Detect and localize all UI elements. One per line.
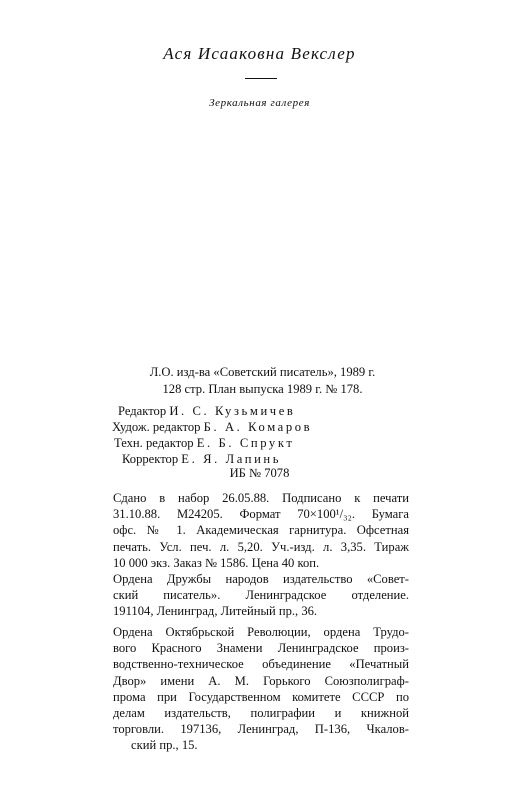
- print-line: 31.10.88. М24205. Формат 70×100¹/₃₂. Бумага: [113, 507, 409, 522]
- printer-address-line: прома при Государственном комитете СССР по: [113, 689, 409, 704]
- printer-address-line: Двор» имени А. М. Горького Союзполиграф-: [113, 673, 409, 688]
- book-title: Зеркальная галерея: [209, 97, 310, 109]
- ib-number: ИБ № 7078: [229, 466, 290, 480]
- publisher-address-line: 191104, Ленинград, Литейный пр., 36.: [113, 604, 318, 619]
- author-name: Ася Исааковна Векслер: [163, 44, 356, 63]
- publisher-imprint: [110, 364, 415, 398]
- printer-address-line: вого Красного Знамени Ленинградское произ-: [113, 641, 409, 656]
- printer-address-line: делам издательств, полиграфии и книжной: [113, 706, 409, 721]
- title-divider: [245, 78, 277, 79]
- publisher-line-1: Л.О. изд-ва «Советский писатель», 1989 г.: [149, 365, 376, 379]
- printer-address-line: Ордена Октябрьской Революции, ордена Трудо-: [113, 625, 409, 639]
- print-line: 10 000 экз. Заказ № 1586. Цена 40 коп.: [113, 555, 320, 570]
- credit-proofreader: Корректор Е. Я. Лапинь: [122, 452, 282, 466]
- print-details: [113, 490, 409, 571]
- printer-address-line: водственно-техническое объединение «Печатный: [113, 657, 409, 672]
- publisher-line-2: 128 стр. План выпуска 1989 г. № 178.: [162, 382, 363, 396]
- print-line: Сдано в набор 26.05.88. Подписано к печати: [113, 491, 409, 505]
- print-line: офс. № 1. Академическая гарнитура. Офсетная: [113, 523, 409, 538]
- printer-address-line: торговли. 197136, Ленинград, П-136, Чкалов-: [113, 722, 409, 737]
- credit-art-editor: Худож. редактор Б. А. Комаров: [112, 420, 313, 434]
- credit-editor: Редактор И. С. Кузьмичев: [118, 404, 296, 418]
- publisher-address-line: Ордена Дружбы народов издательство «Совет-: [113, 572, 409, 586]
- printer-address-line: ский пр., 15.: [131, 738, 198, 753]
- publisher-address-line: ский писатель». Ленинградское отделение.: [113, 588, 409, 603]
- print-line: печать. Усл. печ. л. 5,20. Уч.-изд. л. 3,35. Тираж: [113, 539, 409, 554]
- publisher-address: [113, 571, 409, 620]
- credit-tech-editor: Техн. редактор Е. Б. Спрукт: [114, 436, 295, 450]
- credits-list: [110, 403, 415, 467]
- printer-address: [113, 624, 409, 754]
